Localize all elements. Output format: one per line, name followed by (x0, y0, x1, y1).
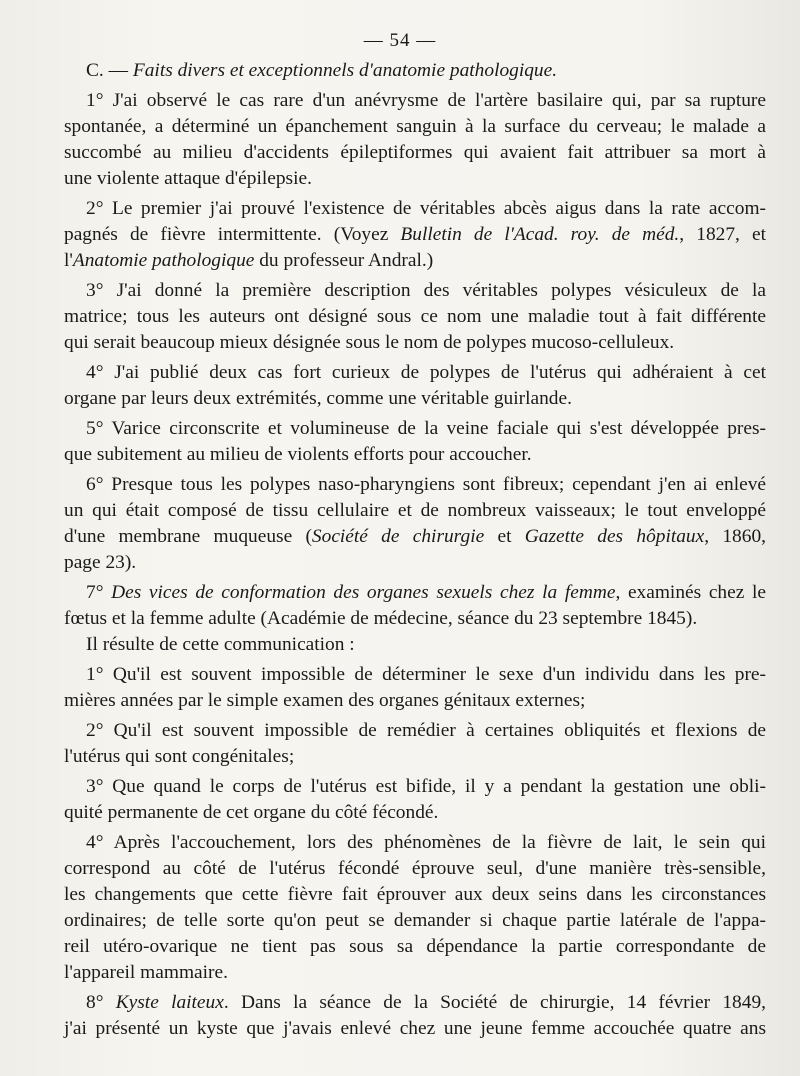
section-heading (64, 58, 766, 88)
text-line: organe par leurs deux extrémités, comme une véritable guirlande. (64, 388, 572, 409)
text-line: 3° Que quand le corps de l'utérus est bifide, il y a pendant la gestation une obli- (86, 776, 766, 797)
citation-title: Kyste laiteux (115, 992, 224, 1013)
text-line: mières années par le simple examen des organes génitaux externes; (64, 690, 586, 711)
text-line: 4° J'ai publié deux cas fort curieux de polypes de l'utérus qui adhéraient à cet (86, 362, 766, 383)
text-line: qui serait beaucoup mieux désignée sous le nom de polypes mucoso-celluleux. (64, 332, 675, 353)
citation-title: Des vices de conformation des organes sexuels chez la femme (111, 582, 616, 603)
citation-title: Gazette des hôpitaux (524, 526, 705, 547)
text-line: succombé au milieu d'accidents épileptiformes qui avaient fait attribuer sa mort à (64, 142, 766, 163)
text-line: que subitement au milieu de violents efforts pour accoucher. (64, 444, 532, 465)
text-line: reil utéro-ovarique ne tient pas sous sa dépendance la partie correspondante de (64, 936, 766, 957)
text-line: 5° Varice circonscrite et volumineuse de la veine faciale qui s'est développée pres- (86, 418, 766, 439)
page-body (64, 58, 766, 1042)
section-label: C. — (86, 60, 129, 81)
text-line: l'Anatomie pathologique du professeur Andral.) (64, 250, 434, 271)
text-line: j'ai présenté un kyste que j'avais enlevé chez une jeune femme accouchée quatre ans (64, 1018, 766, 1039)
text-line: une violente attaque d'épilepsie. (64, 168, 312, 189)
text-line: 6° Presque tous les polypes naso-pharyngiens sont fibreux; cependant j'en ai enlevé (86, 474, 766, 495)
text-line: 4° Après l'accouchement, lors des phénomènes de la fièvre de lait, le sein qui (86, 832, 766, 853)
text-line: 2° Qu'il est souvent impossible de remédier à certaines obliquités et flexions de (86, 720, 766, 741)
page-number: — 54 — (363, 30, 437, 51)
text-line: un qui était composé de tissu cellulaire et de nombreux vaisseaux; le tout enveloppé (64, 500, 766, 521)
text-line: 1° Qu'il est souvent impossible de déterminer le sexe d'un individu dans les pre- (86, 664, 766, 685)
text-line: l'appareil mammaire. (64, 962, 228, 983)
text-line: fœtus et la femme adulte (Académie de médecine, séance du 23 septembre 1845). (64, 608, 698, 629)
text-line: matrice; tous les auteurs ont désigné sous ce nom une maladie tout à fait différente (64, 306, 766, 327)
citation-title: Société de chirurgie (311, 526, 485, 547)
text-line: 2° Le premier j'ai prouvé l'existence de véritables abcès aigus dans la rate accom- (86, 198, 766, 219)
text-line: Il résulte de cette communication : (86, 634, 355, 655)
text-line: page 23). (64, 552, 137, 573)
text-line: l'utérus qui sont congénitales; (64, 746, 295, 767)
citation-title: Bulletin de l'Acad. roy. de méd. (400, 224, 680, 245)
text-line: quité permanente de cet organe du côté fécondé. (64, 802, 439, 823)
text-line: 3° J'ai donné la première description des véritables polypes vésiculeux de la (86, 280, 766, 301)
text-line: 1° J'ai observé le cas rare d'un anévrysme de l'artère basilaire qui, par sa rupture (86, 90, 766, 111)
text-line: spontanée, a déterminé un épanchement sanguin à la surface du cerveau; le malade a (64, 116, 766, 137)
text-line: correspond au côté de l'utérus fécondé éprouve seul, d'une manière très-sensible, (64, 858, 766, 879)
section-title: Faits divers et exceptionnels d'anatomie pathologique. (132, 60, 558, 81)
text-line: les changements que cette fièvre fait éprouver aux deux seins dans les circonstances (64, 884, 766, 905)
text-line: 7° Des vices de conformation des organes sexuels chez la femme, examinés chez le (86, 582, 766, 603)
text-line: ordinaires; de telle sorte qu'on peut se demander si chaque partie latérale de l'appa- (64, 910, 766, 931)
text-line: pagnés de fièvre intermittente. (Voyez Bulletin de l'Acad. roy. de méd., 1827, et (64, 224, 766, 245)
text-line: d'une membrane muqueuse (Société de chirurgie et Gazette des hôpitaux, 1860, (64, 526, 766, 547)
citation-title: Anatomie pathologique (72, 250, 255, 271)
text-line: 8° Kyste laiteux. Dans la séance de la Société de chirurgie, 14 février 1849, (86, 992, 766, 1013)
